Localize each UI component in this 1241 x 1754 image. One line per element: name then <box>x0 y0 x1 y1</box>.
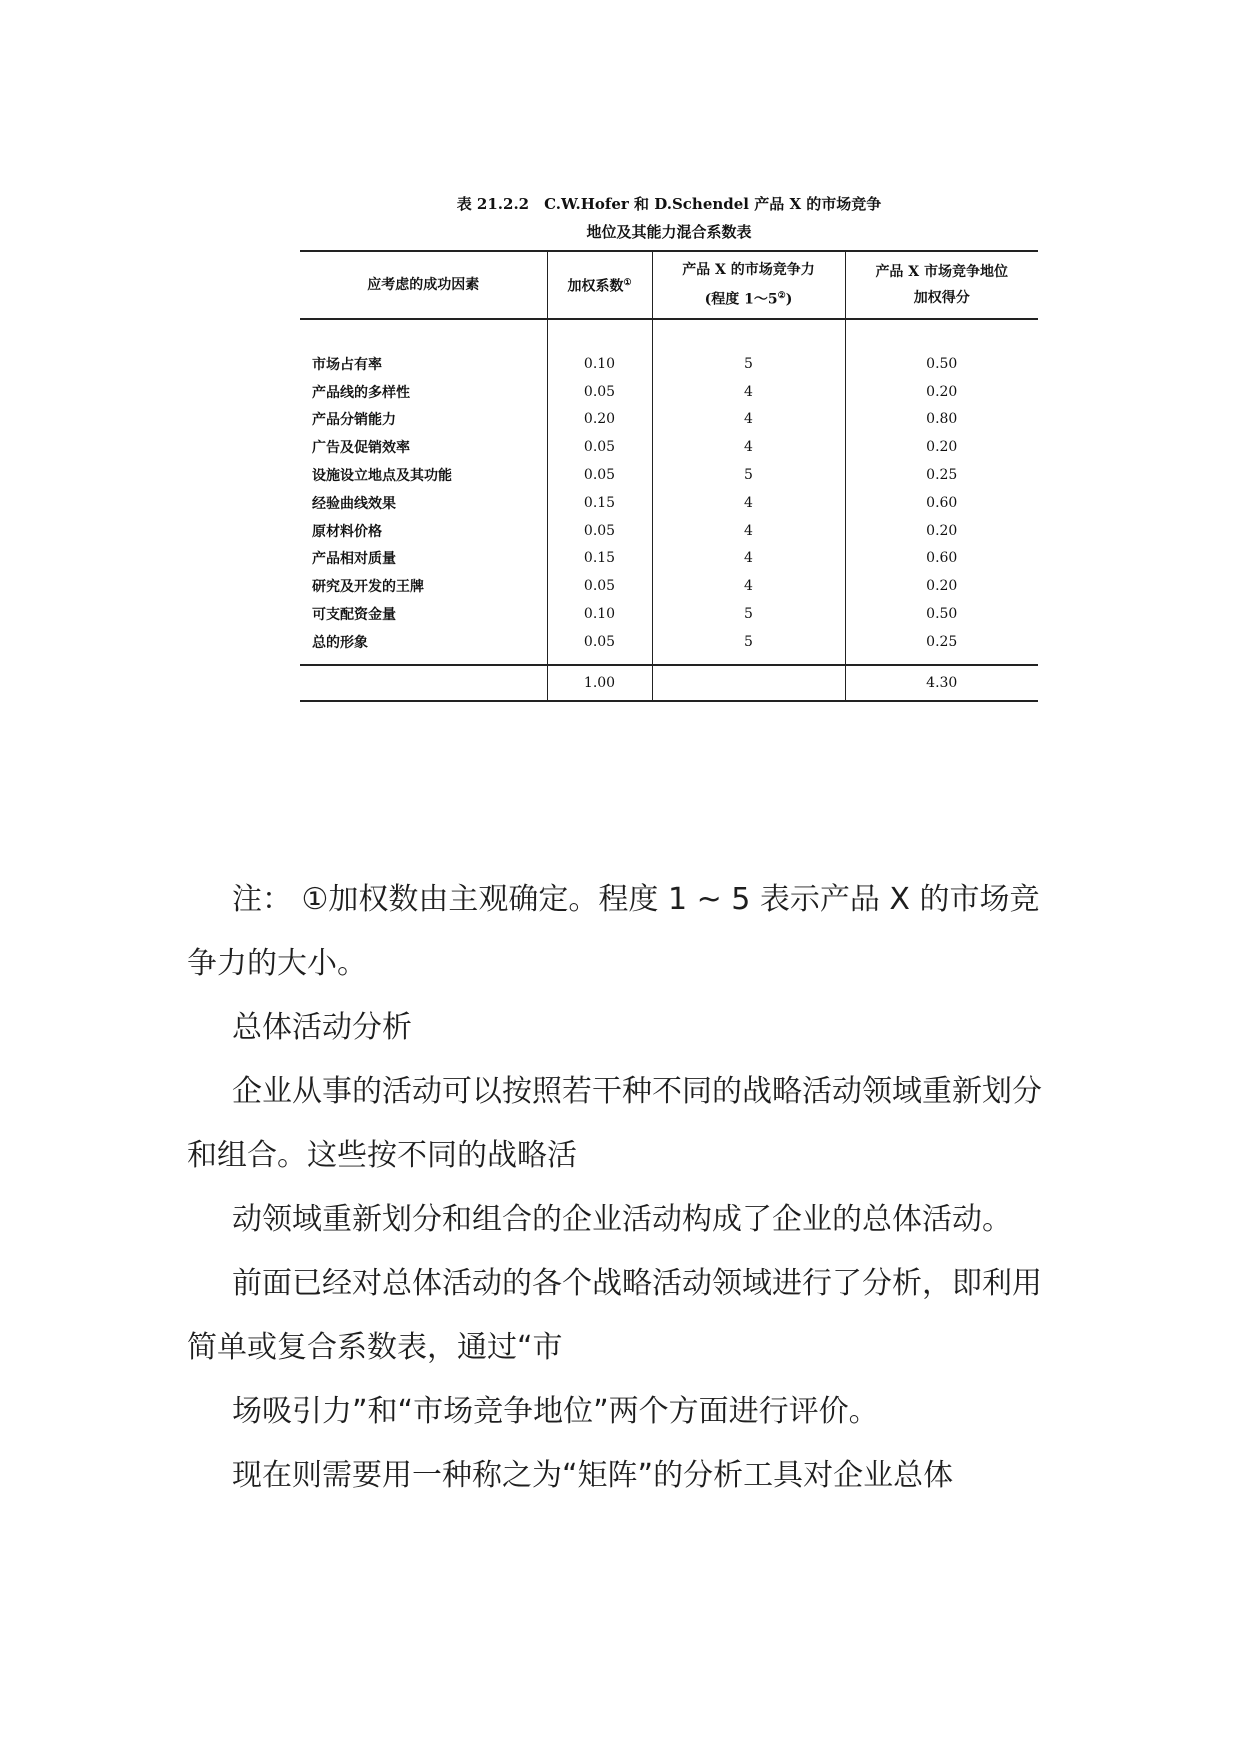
factor-cell: 产品相对质量 <box>312 551 396 568</box>
factor-cell: 产品线的多样性 <box>312 384 410 401</box>
weight-cell: 0.05 <box>547 517 652 545</box>
weight-cell: 0.20 <box>547 406 652 434</box>
paragraph: 前面已经对总体活动的各个战略活动领域进行了分析，即利用简单或复合系数表，通过“市 <box>187 1266 1042 1365</box>
header-factor: 应考虑的成功因素 <box>367 277 480 293</box>
total-score: 4.30 <box>845 665 1038 701</box>
table-caption-line2: 地位及其能力混合系数表 <box>586 223 752 241</box>
rating-cell: 5 <box>652 319 845 378</box>
table-row <box>300 628 1038 665</box>
score-cell: 0.20 <box>845 572 1038 600</box>
table-row <box>300 489 1038 517</box>
coefficient-table <box>300 250 1038 702</box>
rating-cell: 5 <box>652 461 845 489</box>
score-cell: 0.25 <box>845 628 1038 665</box>
rating-cell: 4 <box>652 545 845 573</box>
table-row <box>300 378 1038 406</box>
factor-cell: 原材料价格 <box>312 523 382 540</box>
rating-cell: 4 <box>652 378 845 406</box>
table-row <box>300 319 1038 378</box>
score-cell: 0.20 <box>845 433 1038 461</box>
weight-cell: 0.05 <box>547 628 652 665</box>
weight-cell: 0.05 <box>547 461 652 489</box>
table-caption <box>300 190 1038 246</box>
weight-cell: 0.10 <box>547 600 652 628</box>
score-cell: 0.50 <box>845 600 1038 628</box>
weight-cell: 0.05 <box>547 433 652 461</box>
total-rating <box>652 665 845 701</box>
paragraph: 注： ①加权数由主观确定。程度 1 ~ 5 表示产品 X 的市场竞争力的大小。 <box>187 882 1040 981</box>
table-header-row <box>300 251 1038 319</box>
score-cell: 0.25 <box>845 461 1038 489</box>
rating-cell: 4 <box>652 433 845 461</box>
weight-cell: 0.05 <box>547 378 652 406</box>
header-weight: 加权系数① <box>547 251 652 319</box>
score-cell: 0.50 <box>845 319 1038 378</box>
total-factor <box>300 665 547 701</box>
score-cell: 0.60 <box>845 489 1038 517</box>
table-row <box>300 433 1038 461</box>
factor-cell: 经验曲线效果 <box>312 495 396 512</box>
score-cell: 0.20 <box>845 517 1038 545</box>
weight-cell: 0.10 <box>547 319 652 378</box>
score-cell: 0.20 <box>845 378 1038 406</box>
header-competitiveness: 产品 X 的市场竞争力 (程度 1～5②) <box>652 251 845 319</box>
table-row <box>300 517 1038 545</box>
table-row <box>300 545 1038 573</box>
table-total-row <box>300 665 1038 701</box>
total-weight: 1.00 <box>547 665 652 701</box>
table-row <box>300 572 1038 600</box>
table-row <box>300 406 1038 434</box>
weight-cell: 0.15 <box>547 489 652 517</box>
paragraph: 企业从事的活动可以按照若干种不同的战略活动领域重新划分和组合。这些按不同的战略活 <box>187 1074 1042 1173</box>
weight-cell: 0.05 <box>547 572 652 600</box>
table-body <box>300 319 1038 665</box>
factor-cell: 研究及开发的王牌 <box>312 579 424 596</box>
weight-footnote-mark: ① <box>623 278 632 289</box>
score-cell: 0.60 <box>845 545 1038 573</box>
score-cell: 0.80 <box>845 406 1038 434</box>
paragraph: 场吸引力”和“市场竞争地位”两个方面进行评价。 <box>232 1394 879 1429</box>
factor-cell: 广告及促销效率 <box>312 440 410 457</box>
section-heading: 总体活动分析 <box>232 1010 412 1045</box>
paragraph: 现在则需要用一种称之为“矩阵”的分析工具对企业总体 <box>232 1458 954 1493</box>
table-caption-line1: 表 21.2.2 C.W.Hofer 和 D.Schendel 产品 X 的市场竞争 <box>456 195 882 213</box>
table-row <box>300 461 1038 489</box>
factor-cell: 产品分销能力 <box>312 412 396 429</box>
body-text <box>187 868 1047 1508</box>
table-row <box>300 600 1038 628</box>
factor-cell: 总的形象 <box>312 634 368 651</box>
paragraph: 动领域重新划分和组合的企业活动构成了企业的总体活动。 <box>232 1202 1012 1237</box>
weight-cell: 0.15 <box>547 545 652 573</box>
rating-cell: 4 <box>652 406 845 434</box>
rating-cell: 5 <box>652 628 845 665</box>
rating-cell: 4 <box>652 572 845 600</box>
factor-cell: 市场占有率 <box>312 356 382 373</box>
rating-cell: 5 <box>652 600 845 628</box>
header-weighted-score: 产品 X 市场竞争地位 加权得分 <box>845 251 1038 319</box>
factor-cell: 设施设立地点及其功能 <box>312 468 452 485</box>
rating-cell: 4 <box>652 517 845 545</box>
factor-cell: 可支配资金量 <box>312 607 396 624</box>
rating-cell: 4 <box>652 489 845 517</box>
competitiveness-footnote-mark: ② <box>777 291 786 302</box>
